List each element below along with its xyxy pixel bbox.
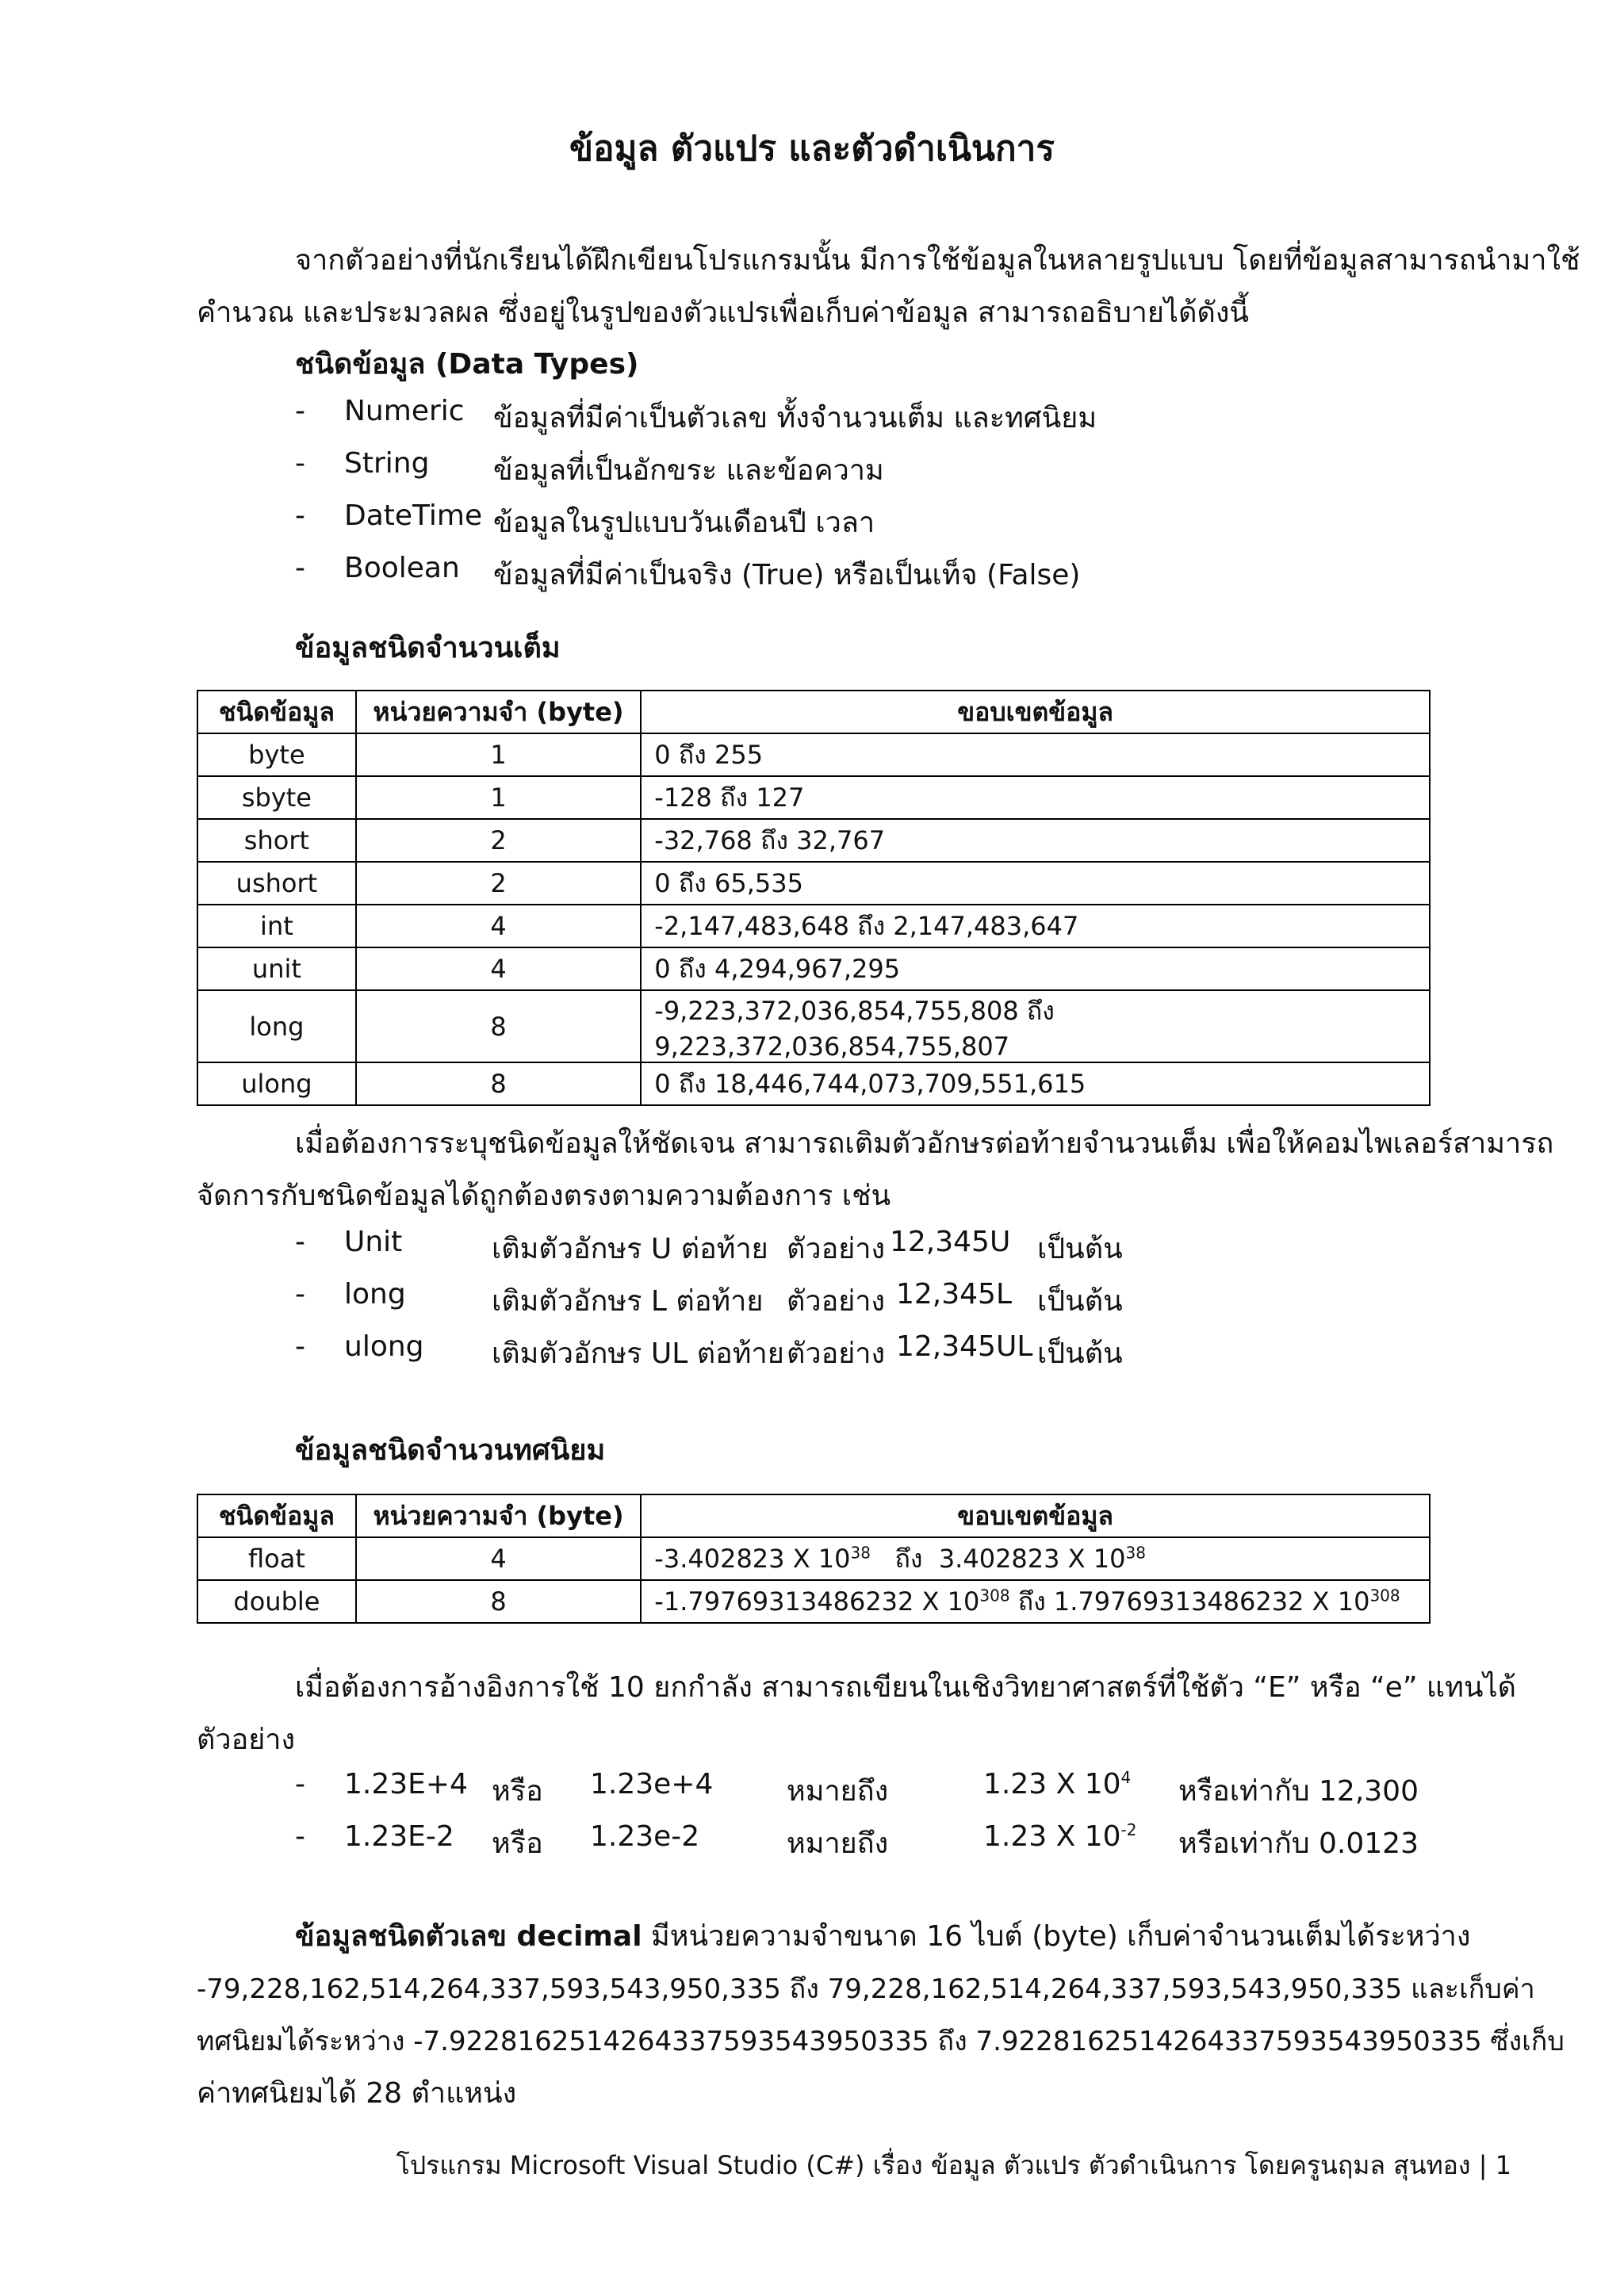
suffix-text-line-1: เมื่อต้องการระบุชนิดข้อมูลให้ชัดเจน สามารถเติมตัวอักษรต่อท้ายจำนวนเต็ม เพื่อให้คอมไพเลอร์สามารถ bbox=[295, 1127, 1554, 1160]
type-cell: int bbox=[197, 905, 356, 947]
range-cell bbox=[641, 1537, 1430, 1580]
sci-text-line-1: เมื่อต้องการอ้างอิงการใช้ 10 ยกกำลัง สามารถเขียนในเชิงวิทยาศาสตร์ที่ใช้ตัว “E” หรือ “e” แทนได้ bbox=[295, 1671, 1516, 1704]
sci-or: หรือ bbox=[492, 1775, 543, 1808]
suffix-desc: เติมตัวอักษร U ต่อท้าย bbox=[492, 1233, 768, 1265]
range-cell: 0 ถึง 65,535 bbox=[641, 862, 1430, 905]
list-item-dash: - bbox=[295, 395, 305, 427]
data-type-name: String bbox=[344, 447, 430, 480]
sci-equals: หรือเท่ากับ 0.0123 bbox=[1178, 1827, 1419, 1860]
list-item-dash: - bbox=[295, 499, 305, 532]
range-min-exponent: 308 bbox=[979, 1585, 1010, 1605]
column-header: ขอบเขตข้อมูล bbox=[641, 1494, 1430, 1537]
table-row bbox=[197, 905, 1430, 947]
data-type-name: Numeric bbox=[344, 395, 465, 427]
data-type-desc: ข้อมูลในรูปแบบวันเดือนปี เวลา bbox=[493, 507, 875, 539]
suffix-desc: เติมตัวอักษร L ต่อท้าย bbox=[492, 1285, 764, 1318]
type-cell: double bbox=[197, 1580, 356, 1623]
suffix-type-name: long bbox=[344, 1278, 406, 1311]
table-row bbox=[197, 1062, 1430, 1105]
list-item-dash: - bbox=[295, 1330, 305, 1363]
range-max: 1.79769313486232 X 10 bbox=[1053, 1586, 1370, 1617]
bytes-cell: 4 bbox=[356, 1537, 641, 1580]
data-type-desc: ข้อมูลที่มีค่าเป็นตัวเลข ทั้งจำนวนเต็ม และทศนิยม bbox=[493, 402, 1097, 434]
range-separator: ถึง bbox=[1017, 1586, 1046, 1617]
data-type-desc: ข้อมูลที่มีค่าเป็นจริง (True) หรือเป็นเท็จ (False) bbox=[493, 559, 1081, 591]
sci-lower: 1.23e-2 bbox=[590, 1820, 700, 1853]
bytes-cell: 8 bbox=[356, 1580, 641, 1623]
sci-or: หรือ bbox=[492, 1827, 543, 1860]
example-value: 12,345L bbox=[896, 1278, 1013, 1311]
example-end: เป็นต้น bbox=[1037, 1285, 1123, 1318]
sci-means: หมายถึง bbox=[787, 1827, 889, 1860]
sci-equals: หรือเท่ากับ 12,300 bbox=[1178, 1775, 1419, 1808]
data-type-desc: ข้อมูลที่เป็นอักขระ และข้อความ bbox=[493, 454, 884, 487]
suffix-text-line-2: จัดการกับชนิดข้อมูลได้ถูกต้องตรงตามความต้องการ เช่น bbox=[197, 1180, 891, 1212]
table-header-row bbox=[197, 1494, 1430, 1537]
example-label: ตัวอย่าง bbox=[787, 1233, 886, 1265]
column-header: ชนิดข้อมูล bbox=[197, 1494, 356, 1537]
type-cell: unit bbox=[197, 947, 356, 990]
page-footer: โปรแกรม Microsoft Visual Studio (C#) เรื่อง ข้อมูล ตัวแปร ตัวดำเนินการ โดยครูนฤมล สุนทอง | 1 bbox=[396, 2150, 1511, 2180]
type-cell: ulong bbox=[197, 1062, 356, 1105]
bytes-cell: 4 bbox=[356, 947, 641, 990]
sci-power bbox=[983, 1820, 1136, 1853]
bytes-cell: 1 bbox=[356, 776, 641, 819]
table-row bbox=[197, 733, 1430, 776]
sci-lower: 1.23e+4 bbox=[590, 1768, 714, 1800]
table-row bbox=[197, 1537, 1430, 1580]
sci-power bbox=[983, 1768, 1131, 1800]
sci-power-exponent: 4 bbox=[1120, 1768, 1132, 1787]
list-item-dash: - bbox=[295, 1768, 305, 1800]
list-item-dash: - bbox=[295, 1226, 305, 1258]
decimal-type-line-1-rest: มีหน่วยความจำขนาด 16 ไบต์ (byte) เก็บค่าจำนวนเต็มได้ระหว่าง bbox=[642, 1920, 1471, 1953]
table-row bbox=[197, 947, 1430, 990]
bytes-cell: 8 bbox=[356, 990, 641, 1062]
column-header: ชนิดข้อมูล bbox=[197, 691, 356, 733]
table-header-row bbox=[197, 691, 1430, 733]
bytes-cell: 8 bbox=[356, 1062, 641, 1105]
sci-power-base: 1.23 X 10 bbox=[983, 1768, 1121, 1800]
example-label: ตัวอย่าง bbox=[787, 1285, 886, 1318]
list-item-dash: - bbox=[295, 552, 305, 584]
bytes-cell: 4 bbox=[356, 905, 641, 947]
data-type-name: DateTime bbox=[344, 499, 483, 532]
suffix-type-name: Unit bbox=[344, 1226, 403, 1258]
integer-types-table bbox=[197, 690, 1431, 1106]
intro-line-1: จากตัวอย่างที่นักเรียนได้ฝึกเขียนโปรแกรมนั้น มีการใช้ข้อมูลในหลายรูปแบบ โดยที่ข้อมูลสามารถนำมาใช้ bbox=[295, 244, 1580, 277]
column-header: ขอบเขตข้อมูล bbox=[641, 691, 1430, 733]
sci-upper: 1.23E+4 bbox=[344, 1768, 468, 1800]
type-cell: short bbox=[197, 819, 356, 862]
list-item-dash: - bbox=[295, 1278, 305, 1311]
example-end: เป็นต้น bbox=[1037, 1233, 1123, 1265]
decimal-types-table bbox=[197, 1494, 1431, 1624]
table-row bbox=[197, 990, 1430, 1062]
bytes-cell: 2 bbox=[356, 862, 641, 905]
column-header: หน่วยความจำ (byte) bbox=[356, 691, 641, 733]
type-cell: long bbox=[197, 990, 356, 1062]
range-max-exponent: 38 bbox=[1125, 1542, 1146, 1562]
list-item-dash: - bbox=[295, 1820, 305, 1853]
range-separator: ถึง bbox=[894, 1543, 923, 1574]
bytes-cell: 2 bbox=[356, 819, 641, 862]
range-min: -1.79769313486232 X 10 bbox=[654, 1586, 980, 1617]
range-cell: -32,768 ถึง 32,767 bbox=[641, 819, 1430, 862]
range-min-exponent: 38 bbox=[850, 1542, 871, 1562]
sci-power-base: 1.23 X 10 bbox=[983, 1820, 1121, 1853]
example-end: เป็นต้น bbox=[1037, 1337, 1123, 1370]
table-row bbox=[197, 819, 1430, 862]
range-max-exponent: 308 bbox=[1369, 1585, 1400, 1605]
data-types-heading: ชนิดข้อมูล (Data Types) bbox=[295, 348, 639, 381]
data-type-name: Boolean bbox=[344, 552, 460, 584]
bytes-cell: 1 bbox=[356, 733, 641, 776]
decimal-type-line-2: -79,228,162,514,264,337,593,543,950,335 ถึง 79,228,162,514,264,337,593,543,950,335 และเก็บค่า bbox=[197, 1973, 1535, 2005]
type-cell: float bbox=[197, 1537, 356, 1580]
range-cell: 0 ถึง 4,294,967,295 bbox=[641, 947, 1430, 990]
decimal-type-line-3: ทศนิยมได้ระหว่าง -7.9228162514264337593543950335 ถึง 7.9228162514264337593543950335 ซึ่งเก็บ bbox=[197, 2026, 1565, 2057]
range-cell: -2,147,483,648 ถึง 2,147,483,647 bbox=[641, 905, 1430, 947]
column-header: หน่วยความจำ (byte) bbox=[356, 1494, 641, 1537]
decimal-heading: ข้อมูลชนิดจำนวนทศนิยม bbox=[295, 1434, 606, 1467]
integer-heading: ข้อมูลชนิดจำนวนเต็ม bbox=[295, 632, 561, 664]
table-row bbox=[197, 862, 1430, 905]
range-cell bbox=[641, 1580, 1430, 1623]
page-title: ข้อมูล ตัวแปร และตัวดำเนินการ bbox=[569, 128, 1055, 169]
example-value: 12,345UL bbox=[896, 1330, 1033, 1363]
suffix-desc: เติมตัวอักษร UL ต่อท้าย bbox=[492, 1337, 784, 1370]
range-max: 3.402823 X 10 bbox=[938, 1543, 1126, 1574]
type-cell: sbyte bbox=[197, 776, 356, 819]
table-row bbox=[197, 776, 1430, 819]
range-cell: 0 ถึง 255 bbox=[641, 733, 1430, 776]
sci-power-exponent: -2 bbox=[1120, 1820, 1137, 1839]
table-row bbox=[197, 1580, 1430, 1623]
list-item-dash: - bbox=[295, 447, 305, 480]
decimal-type-line-1 bbox=[295, 1911, 1470, 1963]
type-cell: ushort bbox=[197, 862, 356, 905]
suffix-type-name: ulong bbox=[344, 1330, 424, 1363]
range-cell: 0 ถึง 18,446,744,073,709,551,615 bbox=[641, 1062, 1430, 1105]
example-label: ตัวอย่าง bbox=[787, 1337, 886, 1370]
range-min: -3.402823 X 10 bbox=[654, 1543, 851, 1574]
example-value: 12,345U bbox=[890, 1226, 1011, 1258]
type-cell: byte bbox=[197, 733, 356, 776]
sci-text-line-2: ตัวอย่าง bbox=[197, 1724, 296, 1756]
intro-line-2: คำนวณ และประมวลผล ซึ่งอยู่ในรูปของตัวแปรเพื่อเก็บค่าข้อมูล สามารถอธิบายได้ดังนี้ bbox=[197, 297, 1250, 329]
decimal-type-line-4: ค่าทศนิยมได้ 28 ตำแหน่ง bbox=[197, 2077, 517, 2110]
sci-means: หมายถึง bbox=[787, 1775, 889, 1808]
sci-upper: 1.23E-2 bbox=[344, 1820, 454, 1853]
range-cell: -9,223,372,036,854,755,808 ถึง 9,223,372,036,854,755,807 bbox=[641, 990, 1430, 1062]
decimal-type-lead: ข้อมูลชนิดตัวเลข decimal bbox=[295, 1920, 642, 1953]
range-cell: -128 ถึง 127 bbox=[641, 776, 1430, 819]
